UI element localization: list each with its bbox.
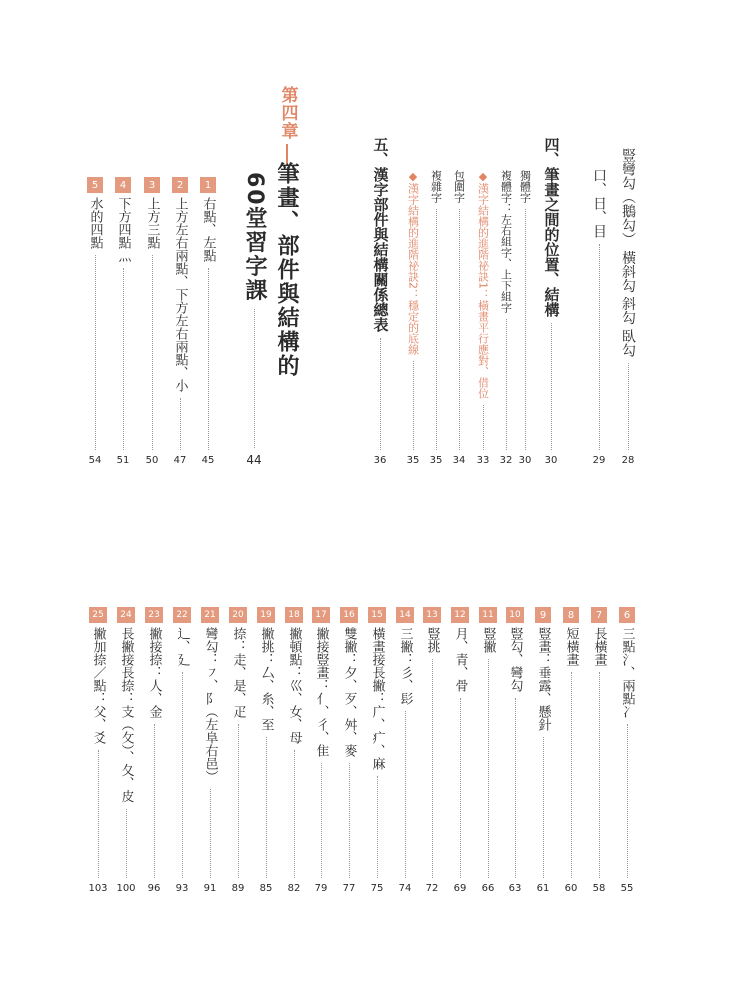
toc-entry-title: ◆漢字結構的進階祕訣1：橫畫平行應對、借位 <box>476 170 490 399</box>
toc-entry-title: 複體字：左右組字、上下組字 <box>499 170 513 313</box>
toc-page-number: 35 <box>429 455 443 466</box>
lesson-number-badge: 24 <box>117 607 135 623</box>
leader-dots <box>483 405 484 450</box>
leader-dots <box>182 672 183 878</box>
toc-page-number: 91 <box>203 883 217 894</box>
toc-entry[interactable] <box>451 170 467 466</box>
lesson-title: 豎畫：垂露、懸針 <box>535 627 551 731</box>
toc-entry[interactable] <box>428 170 444 466</box>
toc-page-number: 77 <box>342 883 356 894</box>
chapter-title-line2: 60堂習字課 <box>242 172 267 303</box>
leader-dots <box>551 323 552 450</box>
lesson-entry[interactable] <box>478 607 498 894</box>
lesson-title: 短橫畫 <box>563 627 579 666</box>
lesson-title: 右點、左點 <box>200 197 216 262</box>
lesson-entry[interactable] <box>505 607 525 894</box>
toc-entry-title: ◆漢字結構的進階祕訣2：穩定的底線 <box>406 170 420 355</box>
lesson-entry[interactable] <box>85 177 105 466</box>
toc-page-number: 82 <box>287 883 301 894</box>
lesson-title: 撇頓點：巛、女、母 <box>286 627 302 744</box>
lesson-entry[interactable] <box>533 607 553 894</box>
lesson-number-badge: 21 <box>201 607 219 623</box>
toc-entry[interactable] <box>588 168 610 466</box>
chapter-label <box>276 86 298 168</box>
toc-entry[interactable] <box>498 170 514 466</box>
leader-dots <box>238 724 239 878</box>
leader-dots <box>154 724 155 878</box>
lesson-entry[interactable] <box>113 177 133 466</box>
lesson-number-badge: 2 <box>172 177 188 193</box>
lesson-title: 豎撇 <box>480 627 496 653</box>
lesson-entry[interactable] <box>617 607 637 894</box>
leader-dots <box>628 363 629 450</box>
toc-page-number: 30 <box>544 455 558 466</box>
toc-page-number: 60 <box>564 883 578 894</box>
toc-page-number: 85 <box>259 883 273 894</box>
lesson-title: 捺：走、是、疋 <box>230 627 246 718</box>
lesson-title: 撇接捺：人、金 <box>146 627 162 718</box>
toc-page-number: 96 <box>147 883 161 894</box>
lesson-title: 上方左右兩點、下方左右兩點、小 <box>172 197 188 392</box>
leader-dots <box>432 659 433 878</box>
leader-dots <box>405 711 406 878</box>
toc-entry-title: 複雜字 <box>429 170 443 203</box>
toc-entry-tip[interactable] <box>405 170 421 466</box>
toc-page-number: 28 <box>621 455 635 466</box>
leader-dots <box>126 809 127 879</box>
toc-page-number: 74 <box>398 883 412 894</box>
leader-dots <box>321 763 322 878</box>
leader-dots <box>413 361 414 450</box>
toc-entry[interactable] <box>617 148 639 466</box>
lesson-title: 上方三點 <box>144 197 160 249</box>
toc-page-number: 32 <box>499 455 513 466</box>
lesson-number-badge: 12 <box>451 607 469 623</box>
lesson-entry[interactable] <box>170 177 190 466</box>
leader-dots <box>571 672 572 878</box>
lesson-number-badge: 6 <box>619 607 635 623</box>
leader-dots <box>152 255 153 450</box>
chapter-title[interactable] <box>238 172 270 466</box>
lesson-entry[interactable] <box>589 607 609 894</box>
toc-page-number: 58 <box>592 883 606 894</box>
lesson-title: 雙撇：夕、歹、舛、麥 <box>341 627 357 757</box>
toc-entry-title: 包圍字 <box>452 170 466 203</box>
lesson-entry[interactable] <box>367 607 387 894</box>
toc-entry-title: 豎彎勾（鵝勾） 橫斜勾 斜勾 臥勾 <box>620 148 636 358</box>
toc-entry-title: 獨體字 <box>518 170 532 203</box>
lesson-number-badge: 9 <box>535 607 551 623</box>
lesson-title: 豎勾、彎勾 <box>507 627 523 692</box>
toc-page-number: 29 <box>592 455 606 466</box>
toc-page-number: 100 <box>116 883 136 894</box>
lesson-title: 三點氵、兩點冫 <box>619 627 635 718</box>
toc-page-number: 34 <box>452 455 466 466</box>
lesson-title: 辶、廴 <box>174 627 190 666</box>
leader-dots <box>380 338 381 450</box>
section-title: 五、漢字部件與結構關係總表 <box>371 137 390 332</box>
lesson-entry[interactable] <box>198 177 218 466</box>
leader-dots <box>208 268 209 450</box>
toc-page-number: 103 <box>88 883 108 894</box>
lesson-number-badge: 3 <box>144 177 160 193</box>
lesson-title: 橫畫接長撇：广、疒、麻 <box>369 627 385 770</box>
lesson-number-badge: 20 <box>229 607 247 623</box>
chapter-rule <box>286 144 288 164</box>
toc-page-number: 89 <box>231 883 245 894</box>
leader-dots <box>525 209 526 450</box>
lesson-title: 長撇接長捺：支（攵）、夂、皮 <box>118 627 134 803</box>
lesson-entry[interactable] <box>172 607 192 894</box>
chapter-title[interactable] <box>270 162 302 466</box>
lesson-title: 下方四點灬 <box>115 197 131 262</box>
lesson-number-badge: 14 <box>396 607 414 623</box>
toc-entry-title: 口、日、目 <box>591 168 607 238</box>
leader-dots <box>543 737 544 878</box>
lesson-title: 水的四點 <box>87 197 103 249</box>
toc-page-number: 33 <box>476 455 490 466</box>
lesson-title: 豎挑 <box>424 627 440 653</box>
toc-page-number: 61 <box>536 883 550 894</box>
toc-page-number: 50 <box>145 455 159 466</box>
lesson-number-badge: 19 <box>257 607 275 623</box>
leader-dots <box>254 309 255 448</box>
lesson-title: 月、青、骨 <box>452 627 468 692</box>
toc-page-number: 54 <box>88 455 102 466</box>
lesson-entry[interactable] <box>116 607 136 894</box>
toc-page-number: 44 <box>246 453 262 467</box>
lesson-entry[interactable] <box>339 607 359 894</box>
lesson-number-badge: 17 <box>312 607 330 623</box>
toc-page-number: 51 <box>116 455 130 466</box>
lesson-entry[interactable] <box>256 607 276 894</box>
leader-dots <box>266 737 267 878</box>
lesson-number-badge: 22 <box>173 607 191 623</box>
toc-section-heading[interactable] <box>539 137 563 466</box>
lesson-title: 長橫畫 <box>591 627 607 666</box>
toc-page-number: 63 <box>508 883 522 894</box>
lesson-number-badge: 7 <box>591 607 607 623</box>
lesson-number-badge: 25 <box>89 607 107 623</box>
section-title: 四、筆畫之間的位置、結構 <box>542 137 561 317</box>
toc-page-number: 30 <box>518 455 532 466</box>
lesson-number-badge: 11 <box>479 607 497 623</box>
leader-dots <box>488 659 489 878</box>
lesson-title: 撇接豎畫：亻、彳、隹 <box>313 627 329 757</box>
toc-page-number: 36 <box>373 455 387 466</box>
lesson-number-badge: 13 <box>423 607 441 623</box>
toc-page-number: 55 <box>620 883 634 894</box>
lesson-entry[interactable] <box>88 607 108 894</box>
chapter-title-line1: 筆畫、部件與結構的 <box>274 162 299 378</box>
lesson-entry[interactable] <box>200 607 220 894</box>
lesson-number-badge: 4 <box>115 177 131 193</box>
leader-dots <box>377 776 378 878</box>
leader-dots <box>95 255 96 450</box>
toc-page-number: 75 <box>370 883 384 894</box>
lesson-entry[interactable] <box>450 607 470 894</box>
toc-page-number: 66 <box>481 883 495 894</box>
leader-dots <box>506 319 507 450</box>
leader-dots <box>436 209 437 450</box>
lesson-entry[interactable] <box>311 607 331 894</box>
leader-dots <box>349 763 350 878</box>
leader-dots <box>460 698 461 878</box>
leader-dots <box>515 698 516 878</box>
leader-dots <box>210 789 211 878</box>
toc-page-number: 79 <box>314 883 328 894</box>
lesson-entry[interactable] <box>395 607 415 894</box>
lesson-number-badge: 5 <box>87 177 103 193</box>
toc-page-number: 35 <box>406 455 420 466</box>
lesson-title: 撇加捺／點：父、爻 <box>90 627 106 744</box>
leader-dots <box>294 750 295 878</box>
lesson-entry[interactable] <box>144 607 164 894</box>
toc-page-number: 93 <box>175 883 189 894</box>
lesson-number-badge: 1 <box>200 177 216 193</box>
lesson-title: 彎勾：㇇、阝（左阜右邑） <box>202 627 218 783</box>
lesson-entry[interactable] <box>284 607 304 894</box>
leader-dots <box>180 398 181 450</box>
lesson-title: 三撇：彡、髟 <box>397 627 413 705</box>
lesson-number-badge: 18 <box>285 607 303 623</box>
lesson-number-badge: 10 <box>506 607 524 623</box>
lesson-number-badge: 8 <box>563 607 579 623</box>
leader-dots <box>98 750 99 878</box>
lesson-number-badge: 23 <box>145 607 163 623</box>
lesson-number-badge: 16 <box>340 607 358 623</box>
toc-entry-tip[interactable] <box>475 170 491 466</box>
chapter-number: 第四章 <box>277 86 298 140</box>
toc-page-number: 45 <box>201 455 215 466</box>
leader-dots <box>599 244 600 450</box>
lesson-entry[interactable] <box>422 607 442 894</box>
leader-dots <box>123 268 124 450</box>
leader-dots <box>627 724 628 878</box>
toc-page-number: 47 <box>173 455 187 466</box>
lesson-entry[interactable] <box>228 607 248 894</box>
toc-page-number: 69 <box>453 883 467 894</box>
lesson-number-badge: 15 <box>368 607 386 623</box>
leader-dots <box>459 209 460 450</box>
toc-entry[interactable] <box>517 170 533 466</box>
lesson-entry[interactable] <box>561 607 581 894</box>
lesson-entry[interactable] <box>142 177 162 466</box>
toc-section-heading[interactable] <box>368 137 392 466</box>
toc-page-number: 72 <box>425 883 439 894</box>
lesson-title: 撇挑：厶、糸、至 <box>258 627 274 731</box>
leader-dots <box>599 672 600 878</box>
